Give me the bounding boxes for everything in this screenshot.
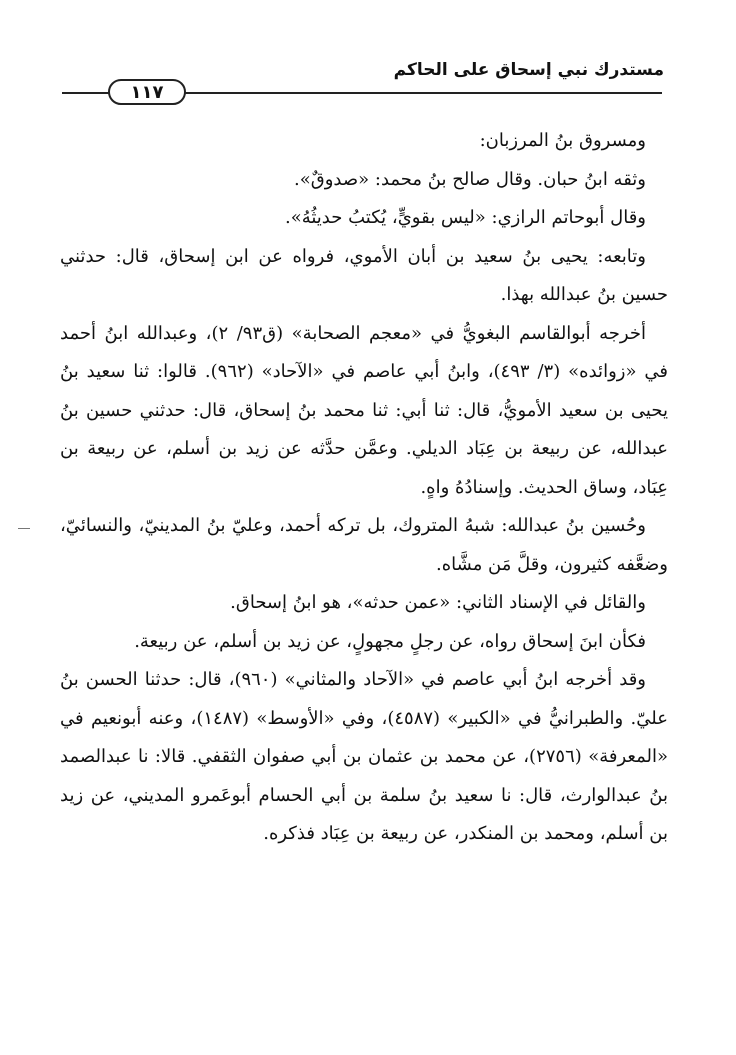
paragraph: والقائل في الإسناد الثاني: «عمن حدثه»، هو ابنُ إسحاق. bbox=[230, 592, 646, 613]
margin-mark bbox=[18, 528, 30, 529]
paragraph: أخرجه أبوالقاسم البغويُّ في «معجم الصحابة» (ق٩٣/ ٢)، وعبدالله ابنُ أحمد في «زوائده» (٣/ ٤٩٣)، وابنُ أبي عاصم في «الآحاد» (٩٦٢). قالوا: ثنا سعيد بنُ يحيى بن سعيد الأمويُّ، قال: ثنا أبي: ثنا محمد بنُ إسحاق، قال: حدثني حسين بنُ عبدالله، عن ربيعة بن عِبَاد الديلي. وعمَّن حدَّثه عن زيد بن أسلم، عن ربيعة بن عِبَاد، وساق الحديث. وإسنادُهُ واهٍ. bbox=[60, 322, 668, 498]
body-text bbox=[60, 122, 668, 854]
paragraph: وثقه ابنُ حبان. وقال صالح بنُ محمد: «صدوقٌ». bbox=[294, 168, 646, 190]
paragraph: وقال أبوحاتم الرازي: «ليس بقويٍّ، يُكتبُ حديثُهُ». bbox=[284, 207, 646, 228]
paragraph: وحُسين بنُ عبدالله: شبهُ المتروك، بل تركه أحمد، وعليّ بنُ المدينيّ، والنسائيّ، وضعَّفه كثيرون، وقلَّ مَن مشَّاه. bbox=[60, 515, 668, 575]
paragraph: ومسروق بنُ المرزبان: bbox=[479, 130, 646, 151]
paragraph: فكأن ابنَ إسحاق رواه، عن رجلٍ مجهولٍ، عن زيد بن أسلم، عن ربيعة. bbox=[134, 630, 646, 652]
paragraph: وتابعه: يحيى بنُ سعيد بن أبان الأموي، فرواه عن ابن إسحاق، قال: حدثني حسين بنُ عبدالله بهذا. bbox=[60, 245, 668, 305]
running-title: مستدرك نبي إسحاق على الحاكم bbox=[393, 60, 664, 80]
page-number: ١١٧ bbox=[108, 79, 186, 105]
paragraph: وقد أخرجه ابنُ أبي عاصم في «الآحاد والمثاني» (٩٦٠)، قال: حدثنا الحسن بنُ عليّ. والطبرانيُّ في «الكبير» (٤٥٨٧)، وفي «الأوسط» (١٤٨٧)، وعنه أبونعيم في «المعرفة» (٢٧٥٦)، عن محمد بن عثمان بن أبي صفوان الثقفي. قالا: نا عبدالصمد بنُ عبدالوارث، قال: نا سعيد بنُ سلمة بن أبي الحسام أبوعَمرو المديني، عن زيد بن أسلم، ومحمد بن المنكدر، عن ربيعة بن عِبَاد فذكره. bbox=[60, 669, 669, 844]
